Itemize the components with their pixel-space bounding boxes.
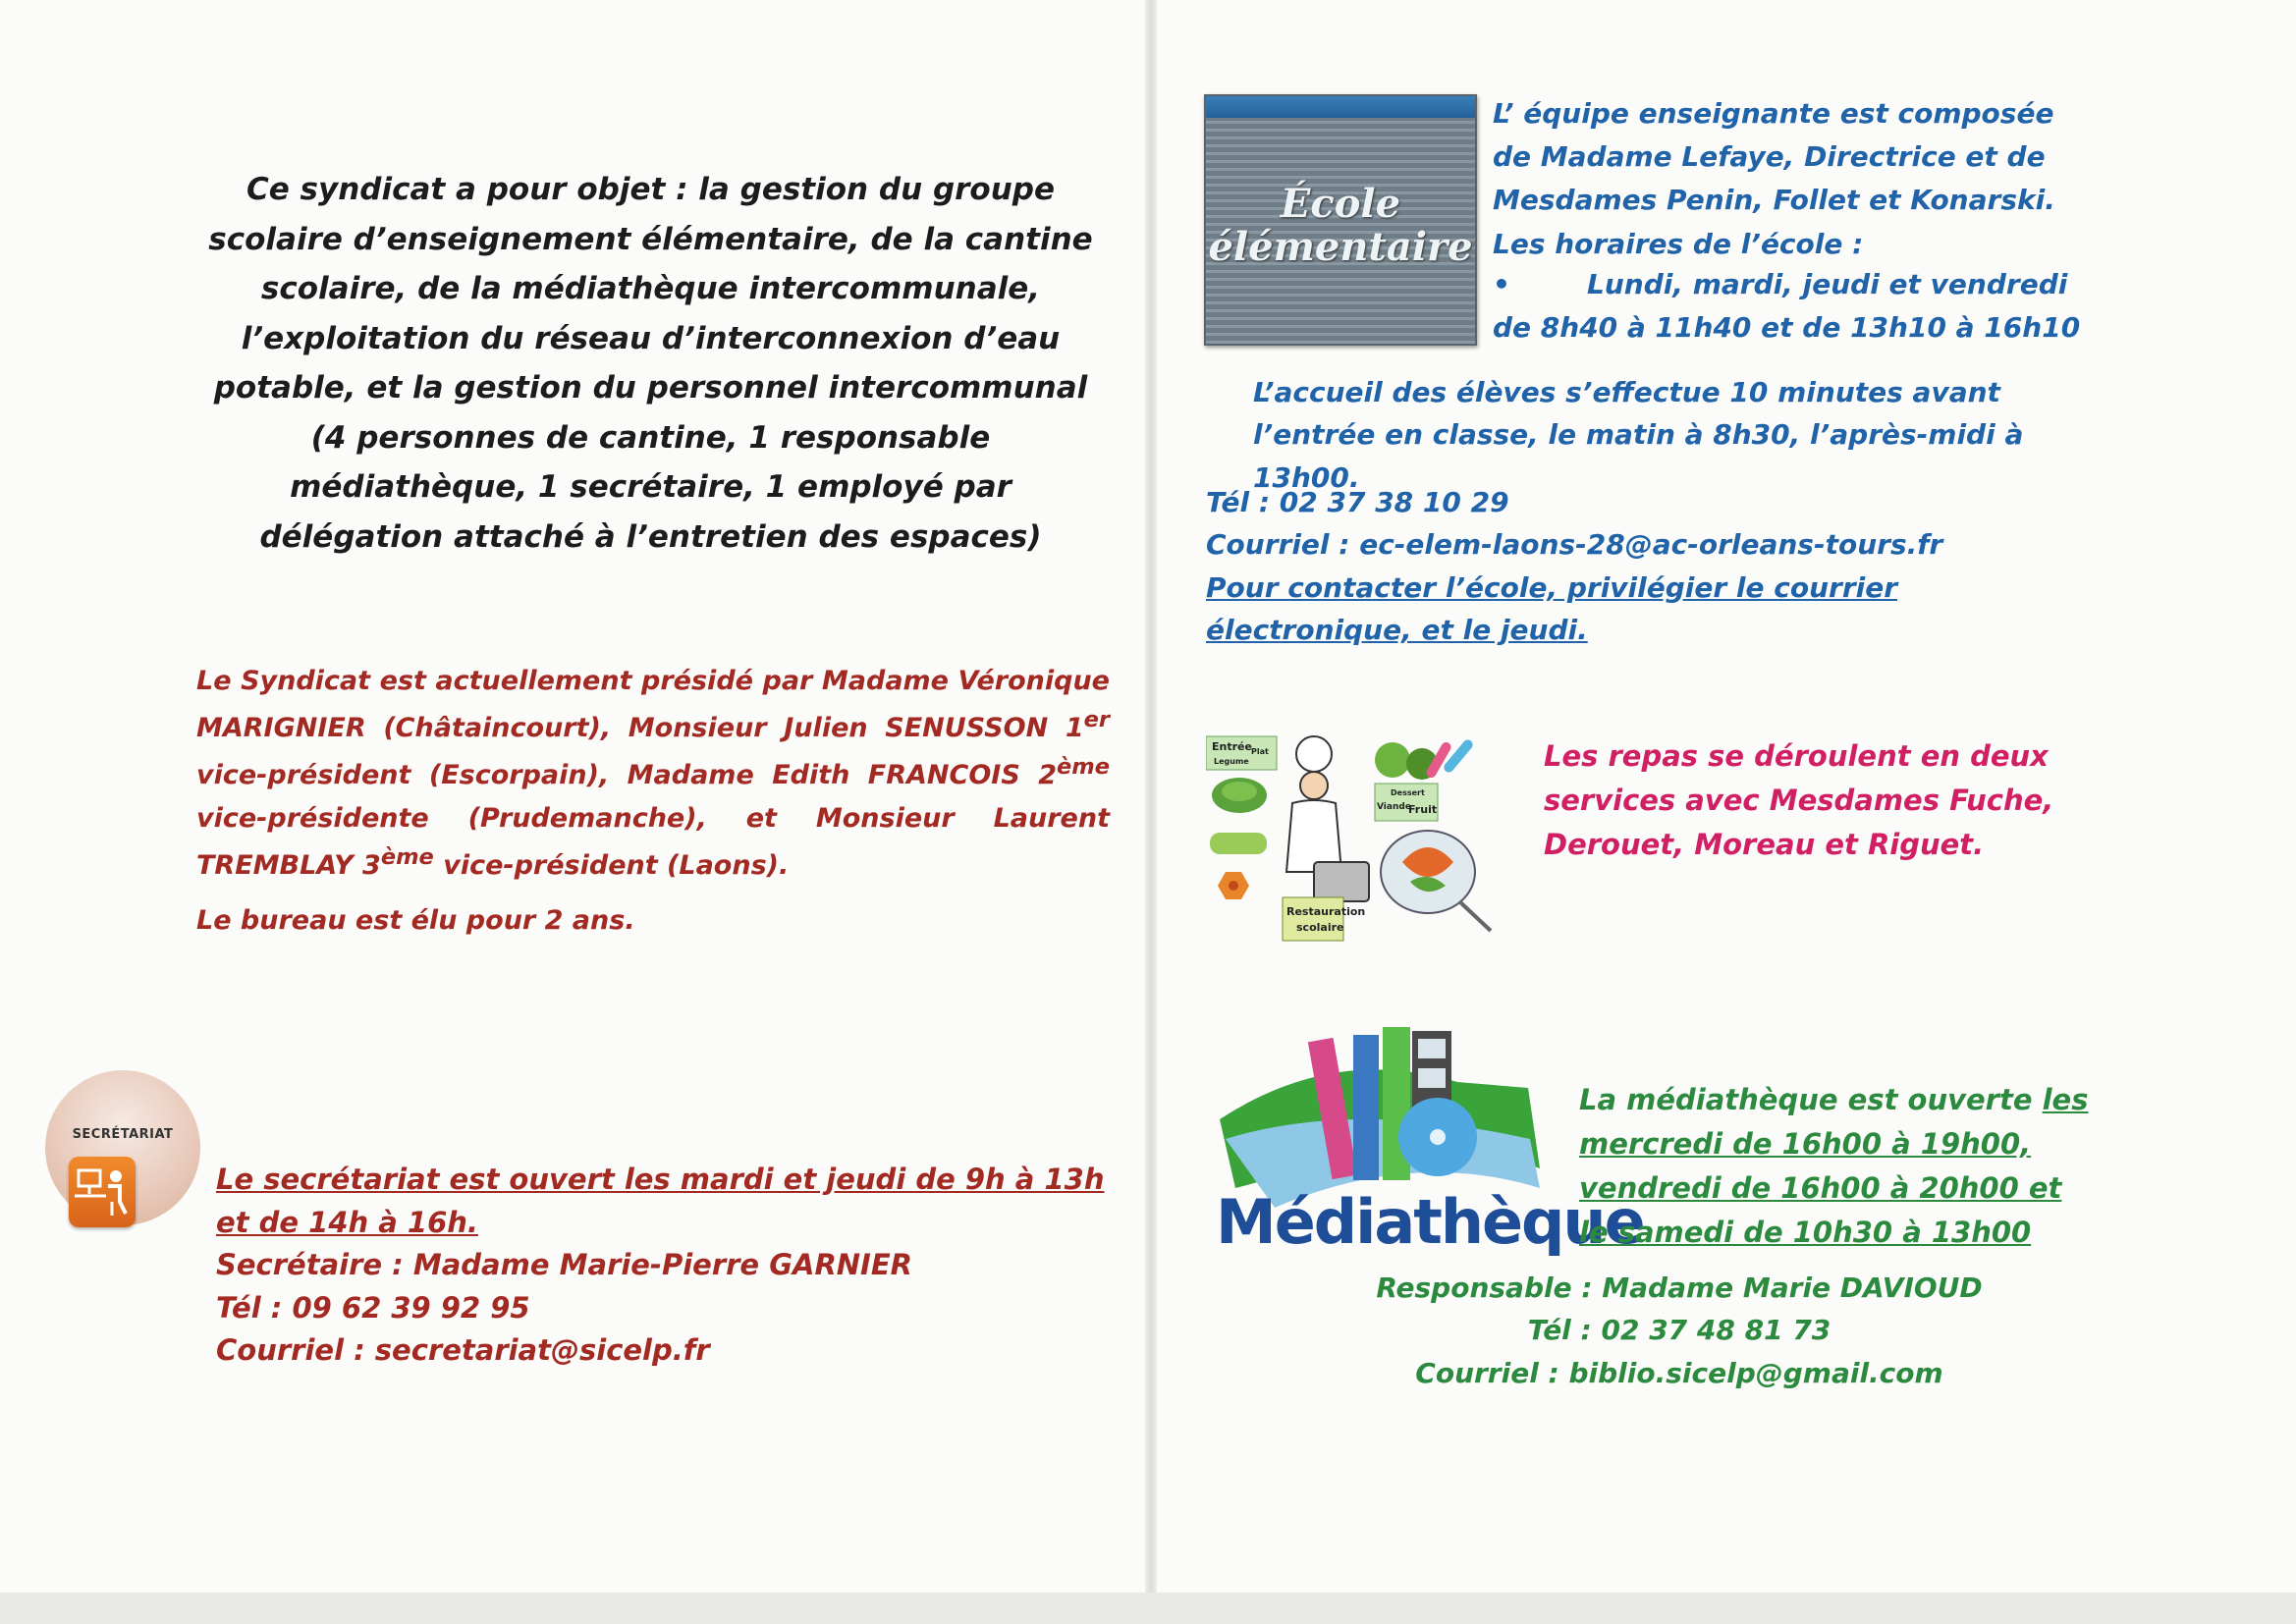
mediatheque-email: Courriel : biblio.sicelp@gmail.com [1415, 1356, 1943, 1389]
board-members-paragraph [196, 660, 1110, 887]
secretariat-desk-icon [69, 1157, 136, 1227]
ecole-sign-line2: élémentaire [1208, 224, 1473, 270]
teachers-text: L’ équipe enseignante est composée de Madame Lefaye, Directrice et de Mesdames Penin, Follet et Konarski. [1493, 97, 2055, 217]
ecole-tel: Tél : 02 37 38 10 29 [1206, 486, 1509, 518]
mediatheque-hours-prefix: La médiathèque est ouverte [1579, 1083, 2043, 1116]
mediatheque-hours [1579, 1078, 2100, 1255]
mediatheque-title: Médiathèque [1216, 1186, 1644, 1258]
ecole-contact-block [1206, 481, 2090, 652]
secretariat-badge [45, 1070, 200, 1225]
board-text-1: Le Syndicat est actuellement présidé par Madame Véronique MARIGNIER (Châtaincourt), Monsieur Julien SENUSSON 1 [196, 666, 1110, 744]
mediatheque-contact [1316, 1267, 2043, 1394]
resto-label-restauration: Restauration [1286, 905, 1366, 918]
school-hours: Lundi, mardi, jeudi et vendredi de 8h40 à 11h40 et de 13h10 à 16h10 [1493, 268, 2081, 345]
secretariat-email: Courriel : secretariat@sicelp.fr [216, 1333, 710, 1367]
resto-label-scolaire: scolaire [1296, 921, 1344, 934]
mediatheque-tel: Tél : 02 37 48 81 73 [1527, 1314, 1831, 1347]
resto-label-entree: Entrée [1212, 740, 1252, 753]
resto-label-plat: Plat [1251, 747, 1269, 756]
board-text-3: vice-présidente (Prudemanche), et Monsieur Laurent TREMBLAY 3 [196, 802, 1110, 881]
school-hours-item [1493, 263, 2102, 350]
resto-label-legume: Legume [1214, 757, 1249, 766]
board-text-4: vice-président (Laons). [433, 849, 790, 881]
board-sup-1: er [1083, 707, 1110, 733]
resto-label-fruit: Fruit [1408, 803, 1438, 816]
resto-label-viande: Viande [1377, 802, 1411, 812]
mediatheque-responsable: Responsable : Madame Marie DAVIOUD [1376, 1272, 1983, 1304]
board-term: Le bureau est élu pour 2 ans. [196, 905, 635, 936]
ecole-sign-bar [1206, 96, 1475, 118]
secretariat-secretary: Secrétaire : Madame Marie-Pierre GARNIER [216, 1248, 912, 1281]
scan-bottom-edge [0, 1593, 2296, 1624]
secretariat-block [216, 1159, 1120, 1373]
repas-paragraph: Les repas se déroulent en deux services avec Mesdames Fuche, Derouet, Moreau et Riguet. [1544, 739, 2054, 861]
ecole-sign-text [1206, 183, 1475, 269]
ecole-elementaire-photo [1204, 94, 1477, 346]
bullet-icon: • [1493, 268, 1510, 300]
teachers-paragraph [1493, 92, 2102, 266]
board-sup-3: ème [380, 843, 434, 870]
board-sup-2: ème [1057, 754, 1110, 781]
secretariat-badge-label: SECRÉTARIAT [72, 1127, 174, 1142]
ecole-sign-line1: École [1280, 181, 1401, 227]
page-fold [1145, 0, 1157, 1624]
accueil-paragraph: L’accueil des élèves s’effectue 10 minutes avant l’entrée en classe, le matin à 8h30, l’après-midi à 13h00. [1253, 376, 2024, 494]
restauration-scolaire-illustration [1206, 734, 1526, 945]
hours-title: Les horaires de l’école : [1493, 227, 1864, 260]
board-text-2: vice-président (Escorpain), Madame Edith FRANCOIS 2 [196, 760, 1058, 791]
ecole-contact-note: Pour contacter l’école, privilégier le courrier électronique, et le jeudi. [1206, 570, 1898, 647]
ecole-email: Courriel : ec-elem-laons-28@ac-orleans-tours.fr [1206, 528, 1943, 562]
secretariat-tel: Tél : 09 62 39 92 95 [216, 1290, 530, 1325]
resto-label-dessert: Dessert [1391, 788, 1425, 797]
mediatheque-hours-times: les mercredi de 16h00 à 19h00, vendredi de 16h00 à 20h00 et le samedi de 10h30 à 13h00 [1579, 1083, 2089, 1249]
secretariat-hours: Le secrétariat est ouvert les mardi et jeudi de 9h à 13h et de 14h à 16h. [216, 1163, 1105, 1239]
syndicat-purpose-paragraph: Ce syndicat a pour objet : la gestion du groupe scolaire d’enseignement élémentaire, de la cantine scolaire, de la médiathèque intercommunale, l’exploitation du réseau d’interconnexion d’eau potable, et la gestion du personnel intercommunal (4 personnes de cantine, 1 responsable médiathèque, 1 secrétaire, 1 employé par délégation attaché à l’entretien des espaces) [208, 172, 1093, 555]
